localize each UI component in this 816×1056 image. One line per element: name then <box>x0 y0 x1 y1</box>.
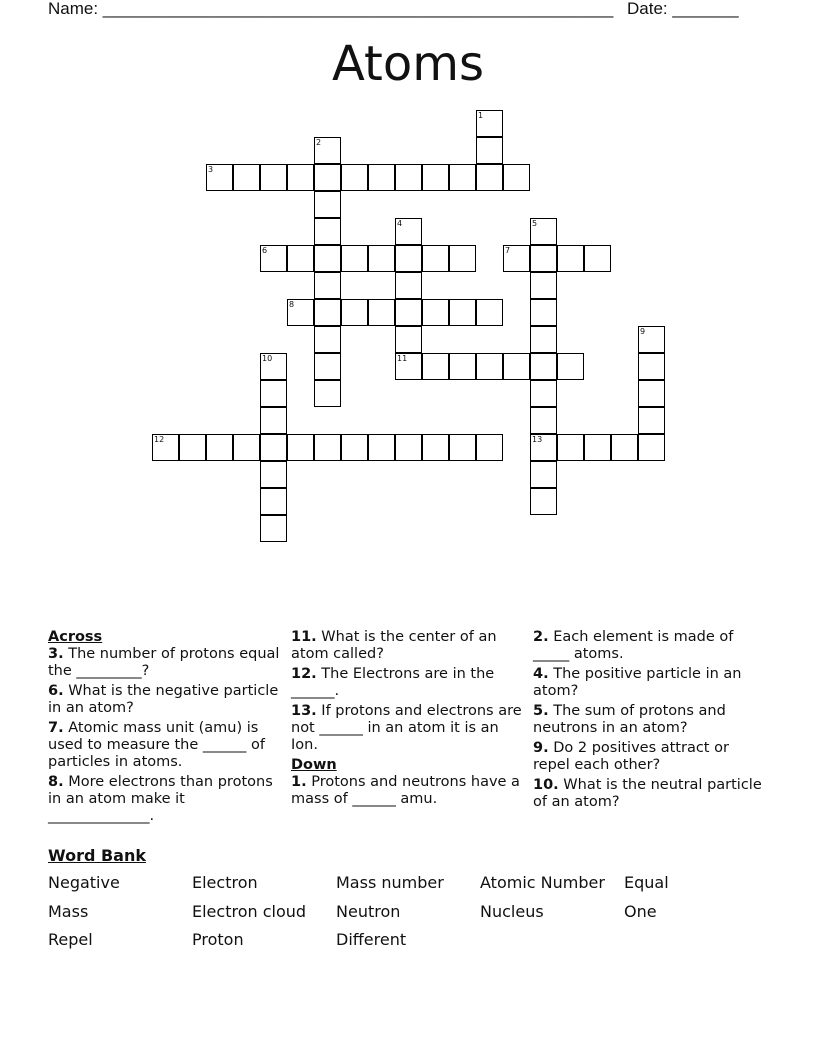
clue <box>533 740 767 774</box>
clue <box>291 666 525 700</box>
clue-number: 5. <box>533 703 549 719</box>
grid-cell[interactable] <box>287 164 314 191</box>
grid-cell[interactable] <box>503 164 530 191</box>
clue-text: If protons and electrons are not ______ in an atom it is an Ion. <box>291 703 522 753</box>
word-bank-item: Electron <box>192 873 258 892</box>
grid-cell[interactable] <box>422 353 449 380</box>
clue-text: What is the center of an atom called? <box>291 629 497 662</box>
grid-cell[interactable] <box>449 299 476 326</box>
grid-cell[interactable] <box>314 164 341 191</box>
clue-text: The sum of protons and neutrons in an atom? <box>533 703 726 736</box>
grid-cell[interactable] <box>314 245 341 272</box>
grid-cell[interactable] <box>557 434 584 461</box>
grid-cell[interactable] <box>449 353 476 380</box>
grid-cell[interactable] <box>530 326 557 353</box>
grid-cell[interactable] <box>584 434 611 461</box>
grid-cell[interactable] <box>476 137 503 164</box>
grid-cell[interactable] <box>287 245 314 272</box>
grid-cell[interactable] <box>233 434 260 461</box>
clue-number: 8. <box>48 774 64 790</box>
grid-cell[interactable] <box>530 380 557 407</box>
grid-cell[interactable] <box>530 488 557 515</box>
clue-number: 6. <box>48 683 64 699</box>
cell-number: 6 <box>262 246 268 255</box>
clue-text: More electrons than protons in an atom make it ______________. <box>48 774 273 824</box>
grid-cell[interactable] <box>314 434 341 461</box>
clue-number: 1. <box>291 774 307 790</box>
grid-cell[interactable] <box>395 326 422 353</box>
grid-cell[interactable] <box>557 353 584 380</box>
grid-cell[interactable] <box>314 326 341 353</box>
grid-cell[interactable] <box>422 164 449 191</box>
clue <box>48 683 282 717</box>
grid-cell[interactable] <box>314 272 341 299</box>
word-bank-item: Nucleus <box>480 902 544 921</box>
word-bank-item: Different <box>336 930 407 949</box>
clue-number: 2. <box>533 629 549 645</box>
down-heading: Down <box>291 757 337 773</box>
clue-text: The positive particle in an atom? <box>533 666 742 699</box>
clue-number: 10. <box>533 777 559 793</box>
grid-cell[interactable] <box>260 461 287 488</box>
grid-cell[interactable] <box>611 434 638 461</box>
word-bank-item: Proton <box>192 930 244 949</box>
clue <box>533 777 767 811</box>
grid-cell[interactable] <box>638 407 665 434</box>
grid-cell[interactable] <box>395 245 422 272</box>
word-bank-item: Atomic Number <box>480 873 605 892</box>
clue-text: Do 2 positives attract or repel each other? <box>533 740 729 773</box>
clue-text: What is the neutral particle of an atom? <box>533 777 762 810</box>
grid-cell[interactable] <box>368 299 395 326</box>
grid-cell[interactable] <box>638 353 665 380</box>
grid-cell[interactable] <box>341 299 368 326</box>
clue-number: 4. <box>533 666 549 682</box>
grid-cell[interactable] <box>422 434 449 461</box>
across-heading: Across <box>48 629 103 645</box>
cell-number: 13 <box>532 435 543 444</box>
grid-cell[interactable] <box>260 488 287 515</box>
grid-cell[interactable] <box>341 434 368 461</box>
clue-number: 7. <box>48 720 64 736</box>
grid-cell[interactable] <box>530 461 557 488</box>
clue-number: 9. <box>533 740 549 756</box>
grid-cell[interactable] <box>314 299 341 326</box>
clue-number: 3. <box>48 646 64 662</box>
word-bank-item: Equal <box>624 873 669 892</box>
grid-cell[interactable] <box>368 434 395 461</box>
clue-text: What is the negative particle in an atom? <box>48 683 279 716</box>
clue <box>291 774 525 808</box>
grid-cell[interactable] <box>233 164 260 191</box>
cell-number: 12 <box>154 435 165 444</box>
grid-cell[interactable] <box>530 245 557 272</box>
date-field[interactable]: Date: _______ <box>627 0 739 18</box>
grid-cell[interactable] <box>179 434 206 461</box>
word-bank-item: One <box>624 902 657 921</box>
word-bank-item: Mass number <box>336 873 444 892</box>
cell-number: 5 <box>532 219 538 228</box>
clue-column-1 <box>48 629 282 828</box>
grid-cell[interactable] <box>260 515 287 542</box>
cell-number: 4 <box>397 219 403 228</box>
clue-text: Protons and neutrons have a mass of ______ amu. <box>291 774 520 807</box>
cell-number: 10 <box>262 354 273 363</box>
grid-cell[interactable] <box>449 164 476 191</box>
cell-number: 9 <box>640 327 646 336</box>
grid-cell[interactable] <box>368 245 395 272</box>
grid-cell[interactable] <box>206 434 233 461</box>
grid-cell[interactable] <box>449 434 476 461</box>
grid-cell[interactable] <box>422 245 449 272</box>
grid-cell[interactable] <box>638 380 665 407</box>
word-bank-item: Mass <box>48 902 89 921</box>
grid-cell[interactable] <box>530 407 557 434</box>
clue <box>48 646 282 680</box>
clue-text: The number of protons equal the _________? <box>48 646 280 679</box>
word-bank-item: Neutron <box>336 902 401 921</box>
grid-cell[interactable] <box>260 164 287 191</box>
clue <box>48 774 282 825</box>
grid-cell[interactable] <box>476 164 503 191</box>
cell-number: 8 <box>289 300 295 309</box>
clue <box>48 720 282 771</box>
grid-cell[interactable] <box>341 245 368 272</box>
clue <box>291 703 525 754</box>
cell-number: 11 <box>397 354 408 363</box>
grid-cell[interactable] <box>449 245 476 272</box>
cell-number: 1 <box>478 111 484 120</box>
clue <box>533 629 767 663</box>
grid-cell[interactable] <box>314 191 341 218</box>
grid-cell[interactable] <box>314 353 341 380</box>
word-bank-item: Repel <box>48 930 93 949</box>
clue-text: Each element is made of _____ atoms. <box>533 629 734 662</box>
clue <box>533 703 767 737</box>
clue-number: 12. <box>291 666 317 682</box>
grid-cell[interactable] <box>530 299 557 326</box>
clue-number: 11. <box>291 629 317 645</box>
grid-cell[interactable] <box>260 407 287 434</box>
grid-cell[interactable] <box>314 218 341 245</box>
grid-cell[interactable] <box>287 434 314 461</box>
name-field[interactable]: Name: ______________________________________________________ <box>48 0 614 18</box>
grid-cell[interactable] <box>260 434 287 461</box>
grid-cell[interactable] <box>476 353 503 380</box>
clue-number: 13. <box>291 703 317 719</box>
clue <box>533 666 767 700</box>
clue-text: Atomic mass unit (amu) is used to measure the ______ of particles in atoms. <box>48 720 265 770</box>
cell-number: 2 <box>316 138 322 147</box>
word-bank-item: Negative <box>48 873 120 892</box>
grid-cell[interactable] <box>584 245 611 272</box>
grid-cell[interactable] <box>638 434 665 461</box>
grid-cell[interactable] <box>503 353 530 380</box>
grid-cell[interactable] <box>476 299 503 326</box>
word-bank-item: Electron cloud <box>192 902 307 921</box>
clue-column-2 <box>291 629 525 811</box>
grid-cell[interactable] <box>314 380 341 407</box>
cell-number: 7 <box>505 246 511 255</box>
grid-cell[interactable] <box>341 164 368 191</box>
grid-cell[interactable] <box>530 353 557 380</box>
grid-cell[interactable] <box>422 299 449 326</box>
clue-column-3 <box>533 629 767 814</box>
clue <box>291 629 525 663</box>
grid-cell[interactable] <box>395 164 422 191</box>
word-bank-title: Word Bank <box>48 846 147 865</box>
grid-cell[interactable] <box>530 272 557 299</box>
grid-cell[interactable] <box>395 272 422 299</box>
page-title: Atoms <box>332 36 484 92</box>
grid-cell[interactable] <box>368 164 395 191</box>
grid-cell[interactable] <box>395 434 422 461</box>
grid-cell[interactable] <box>476 434 503 461</box>
grid-cell[interactable] <box>260 380 287 407</box>
grid-cell[interactable] <box>557 245 584 272</box>
grid-cell[interactable] <box>395 299 422 326</box>
clue-text: The Electrons are in the ______. <box>291 666 495 699</box>
cell-number: 3 <box>208 165 214 174</box>
